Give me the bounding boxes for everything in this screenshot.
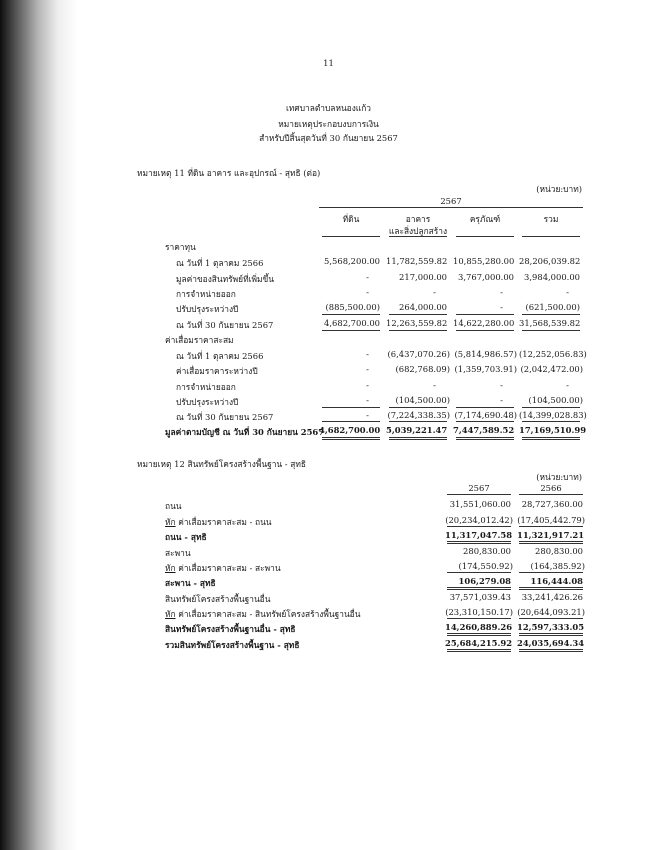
dep-heading: ค่าเสื่อมราคาสะสม [165,335,234,345]
note12-row-value: 14,260,889.26 [445,622,513,632]
note12-row-label: รวมสินทรัพย์โครงสร้างพื้นฐาน - สุทธิ [165,640,300,650]
cost-row-value: - [566,287,569,297]
grand-total-rule [447,649,511,652]
dep-total-rule [522,421,580,422]
dep-total-rule [456,421,514,422]
dep-total-rule [322,421,380,422]
cost-total-rule [522,330,580,331]
cost-subtotal-rule [322,314,380,315]
book-value-rule [389,437,447,440]
subtotal-rule [447,526,511,527]
note12-row-label: หัก ค่าเสื่อมราคาสะสม - สะพาน [165,563,281,573]
col-land: ที่ดิน [342,214,360,224]
note12-row-value: 31,551,060.00 [449,499,511,509]
note12-row-value: (17,405,442.79) [517,515,585,525]
dep-subtotal-rule [389,407,447,408]
note11-year: 2567 [440,196,462,206]
book-value: 5,039,221.47 [386,425,448,435]
note12-row-value: 11,321,917.21 [517,530,585,540]
note12-heading: หมายเหตุ 12 สินทรัพย์โครงสร้างพื้นฐาน - สุทธิ [137,459,307,469]
cost-total-rule [389,330,447,331]
book-value-rule [522,437,580,440]
cost-row-label: การจำหน่ายออก [176,289,236,299]
dep-row-value: - [366,380,369,390]
col-equipment: ครุภัณฑ์ [469,214,501,224]
subtotal-rule [519,526,583,527]
dep-row-value: - [366,395,369,405]
total-rule [519,541,583,544]
note12-row-value: (164,385.92) [530,561,585,571]
note12-row-label: ถนน [165,501,182,511]
col-equipment-rule [456,236,514,237]
dep-total-value: (7,224,338.35) [387,410,450,420]
org-name: เทศบาลตำบลหนองแก้ว [286,103,371,113]
cost-row-value: 3,767,000.00 [458,272,514,282]
col-total: รวม [543,214,559,224]
dep-row-value: (682,768.09) [395,364,450,374]
dep-row-label: ปรับปรุงระหว่างปี [176,397,239,407]
document-title: หมายเหตุประกอบงบการเงิน [278,119,379,129]
cost-row-value: 10,855,280.00 [453,256,515,266]
cost-subtotal-rule [522,314,580,315]
cost-row-value: - [500,302,503,312]
book-value-rule [456,437,514,440]
dep-row-value: - [366,349,369,359]
note12-row-value: 12,597,333.05 [517,622,585,632]
cost-row-value: - [366,272,369,282]
cost-row-label: ณ วันที่ 1 ตุลาคม 2566 [176,258,264,268]
cost-row-label: มูลค่าของสินทรัพย์ที่เพิ่มขึ้น [176,274,274,284]
cost-total-rule [456,330,514,331]
col-total-rule [522,236,580,237]
dep-total-rule [389,421,447,422]
dep-row-value: (104,500.00) [395,395,450,405]
note12-year-rule [519,494,583,495]
note12-row-value: 11,317,047.58 [445,530,513,540]
cost-row-value: - [500,287,503,297]
book-value: 17,169,510.99 [519,425,587,435]
cost-row-value: 3,984,000.00 [524,272,580,282]
cost-total-value: 4,682,700.00 [324,318,380,328]
dep-row-value: (5,814,986.57) [454,349,517,359]
grand-total-rule [519,649,583,652]
cost-total-value: 14,622,280.00 [453,318,515,328]
col-building-rule [389,236,447,237]
note12-unit: (หน่วย:บาท) [536,472,582,482]
dep-total-label: ณ วันที่ 30 กันยายน 2567 [176,412,274,422]
note12-row-value: 280,830.00 [463,546,511,556]
dep-row-value: - [433,380,436,390]
cost-row-value: (621,500.00) [525,302,580,312]
note12-row-label: ถนน - สุทธิ [165,532,207,542]
dep-row-label: การจำหน่ายออก [176,382,236,392]
subtotal-rule [447,618,511,619]
dep-row-value: (12,252,056.83) [519,349,587,359]
subtotal-rule [519,618,583,619]
note12-row-value: (23,310,150.17) [445,607,513,617]
note12-row-value: 280,830.00 [535,546,583,556]
note12-row-value: 116,444.08 [530,576,583,586]
note12-row-label: สะพาน [165,548,191,558]
note12-row-value: 106,279.08 [458,576,511,586]
cost-row-label: ปรับปรุงระหว่างปี [176,304,239,314]
note12-row-label: หัก ค่าเสื่อมราคาสะสม - สินทรัพย์โครงสร้างพื้นฐานอื่น [165,609,361,619]
col-land-rule [322,236,380,237]
book-value: 4,682,700.00 [319,425,381,435]
subtotal-rule [519,572,583,573]
cost-row-value: - [366,287,369,297]
total-rule [447,541,511,544]
dep-subtotal-rule [522,407,580,408]
cost-row-value: 264,000.00 [399,302,447,312]
dep-row-label: ค่าเสื่อมราคาระหว่างปี [176,366,258,376]
cost-row-value: - [433,287,436,297]
dep-total-value: - [366,410,369,420]
dep-row-value: - [500,380,503,390]
note12-year-2566: 2566 [540,483,562,493]
less-prefix: หัก [165,563,176,573]
note12-row-value: 25,684,215.92 [445,638,513,648]
note12-row-label: สะพาน - สุทธิ [165,578,216,588]
dep-row-value: (1,359,703.91) [454,364,517,374]
dep-total-value: (14,399,028.83) [519,410,587,420]
less-prefix: หัก [165,517,176,527]
cost-row-value: 11,782,559.82 [386,256,448,266]
cost-total-value: 12,263,559.82 [386,318,448,328]
note12-row-value: (20,234,012.42) [445,515,513,525]
dep-row-value: - [566,380,569,390]
book-value: 7,447,589.52 [453,425,515,435]
note12-year-rule [447,494,511,495]
cost-subtotal-rule [456,314,514,315]
total-rule [447,633,511,636]
cost-row-value: (885,500.00) [325,302,380,312]
note12-row-value: (174,550.92) [458,561,513,571]
note12-row-value: 33,241,426.26 [521,592,583,602]
col-building: อาคาร [405,214,431,224]
dep-row-value: (6,437,070.26) [387,349,450,359]
page-number: 11 [323,58,334,68]
note12-row-value: (20,644,093.21) [517,607,585,617]
total-rule [447,587,511,590]
cost-subtotal-rule [389,314,447,315]
note12-row-value: 24,035,694.34 [517,638,585,648]
less-prefix: หัก [165,609,176,619]
note12-row-value: 28,727,360.00 [521,499,583,509]
dep-row-value: - [500,395,503,405]
note11-unit: (หน่วย:บาท) [536,184,582,194]
note11-heading: หมายเหตุ 11 ที่ดิน อาคาร และอุปกรณ์ - สุทธิ (ต่อ) [137,168,321,178]
cost-row-value: 5,568,200.00 [324,256,380,266]
dep-row-value: (2,042,472.00) [520,364,583,374]
cost-heading: ราคาทุน [165,242,196,252]
col-building-sub: และสิ่งปลูกสร้าง [388,226,448,236]
note12-row-label: สินทรัพย์โครงสร้างพื้นฐานอื่น [165,594,271,604]
note12-row-value: 37,571,039.43 [449,592,511,602]
cost-total-value: 31,568,539.82 [519,318,581,328]
cost-total-rule [322,330,380,331]
note12-year-2567: 2567 [468,483,490,493]
total-rule [519,587,583,590]
cost-total-label: ณ วันที่ 30 กันยายน 2567 [176,320,274,330]
subtotal-rule [447,572,511,573]
dep-row-value: (104,500.00) [528,395,583,405]
note11-year-rule [319,207,583,208]
dep-row-label: ณ วันที่ 1 ตุลาคม 2566 [176,351,264,361]
dep-subtotal-rule [322,407,380,408]
book-value-rule [322,437,380,440]
cost-row-value: 28,206,039.82 [519,256,581,266]
dep-total-value: (7,174,690.48) [454,410,517,420]
dep-subtotal-rule [456,407,514,408]
dep-row-value: - [366,364,369,374]
document-period: สำหรับปีสิ้นสุดวันที่ 30 กันยายน 2567 [259,133,398,143]
note12-row-label: สินทรัพย์โครงสร้างพื้นฐานอื่น - สุทธิ [165,624,296,634]
total-rule [519,633,583,636]
note12-row-label: หัก ค่าเสื่อมราคาสะสม - ถนน [165,517,272,527]
book-value-label: มูลค่าตามบัญชี ณ วันที่ 30 กันยายน 2567 [165,427,325,437]
cost-row-value: 217,000.00 [399,272,447,282]
